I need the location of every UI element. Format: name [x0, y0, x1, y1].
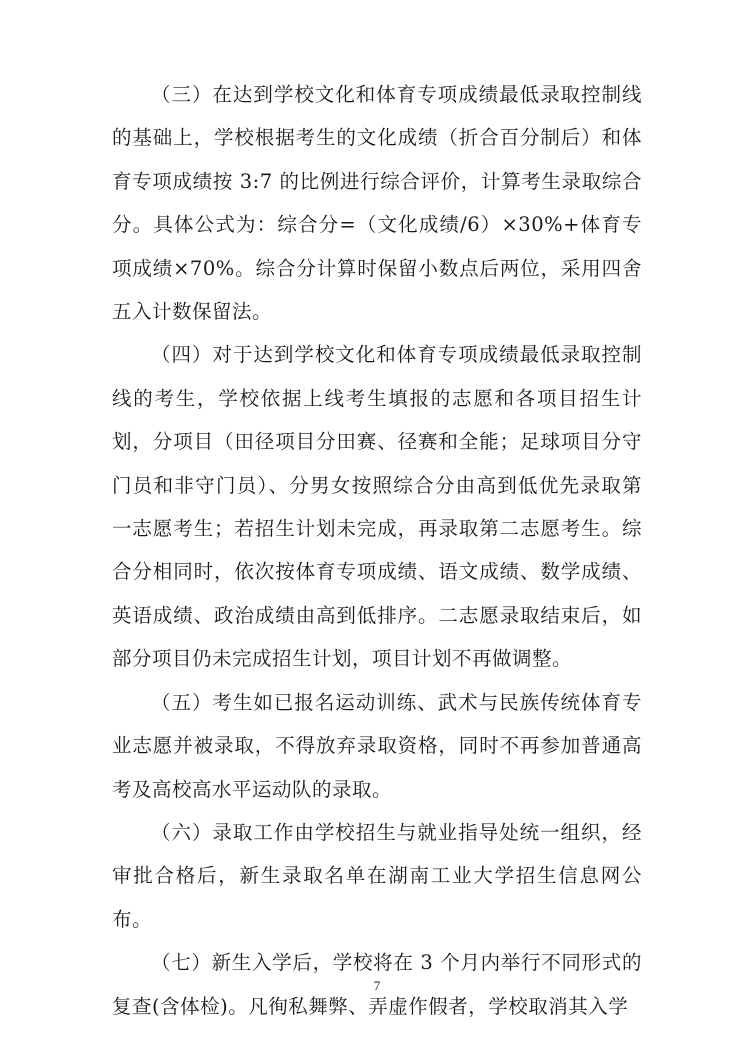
paragraph-4-admission-order: （四）对于达到学校文化和体育专项成绩最低录取控制线的考生，学校依据上线考生填报的志愿和各项目招生计划，分项目（田径项目分田赛、径赛和全能；足球项目分守门员和非守门员）、分男女按照综合分由高到低优先录取第一志愿考生；若招生计划未完成，再录取第二志愿考生。综合分相同时，依次按体育专项成绩、语文成绩、数学成绩、英语成绩、政治成绩由高到低排序。二志愿录取结束后，如部分项目仍未完成招生计划，项目计划不再做调整。 — [112, 343, 642, 671]
paragraph-5-no-withdrawal: （五）考生如已报名运动训练、武术与民族传统体育专业志愿并被录取，不得放弃录取资格，同时不再参加普通高考及高校高水平运动队的录取。 — [112, 690, 642, 801]
document-body — [112, 73, 642, 1028]
paragraph-3-admission-scoring: （三）在达到学校文化和体育专项成绩最低录取控制线的基础上，学校根据考生的文化成绩（折合百分制后）和体育专项成绩按 3:7 的比例进行综合评价，计算考生录取综合分。具体公式为：综合分=（文化成绩/6）×30%+体育专项成绩×70%。综合分计算时保留小数点后两位，采用四舍五入计数保留法。 — [112, 83, 642, 324]
paragraph-6-organization: （六）录取工作由学校招生与就业指导处统一组织，经审批合格后，新生录取名单在湖南工业大学招生信息网公布。 — [112, 820, 642, 931]
paragraph-7-reexamination: （七）新生入学后，学校将在 3 个月内举行不同形式的复查(含体检)。凡徇私舞弊、弄虚作假者，学校取消其入学 — [112, 951, 642, 1018]
page-number: 7 — [373, 978, 381, 993]
